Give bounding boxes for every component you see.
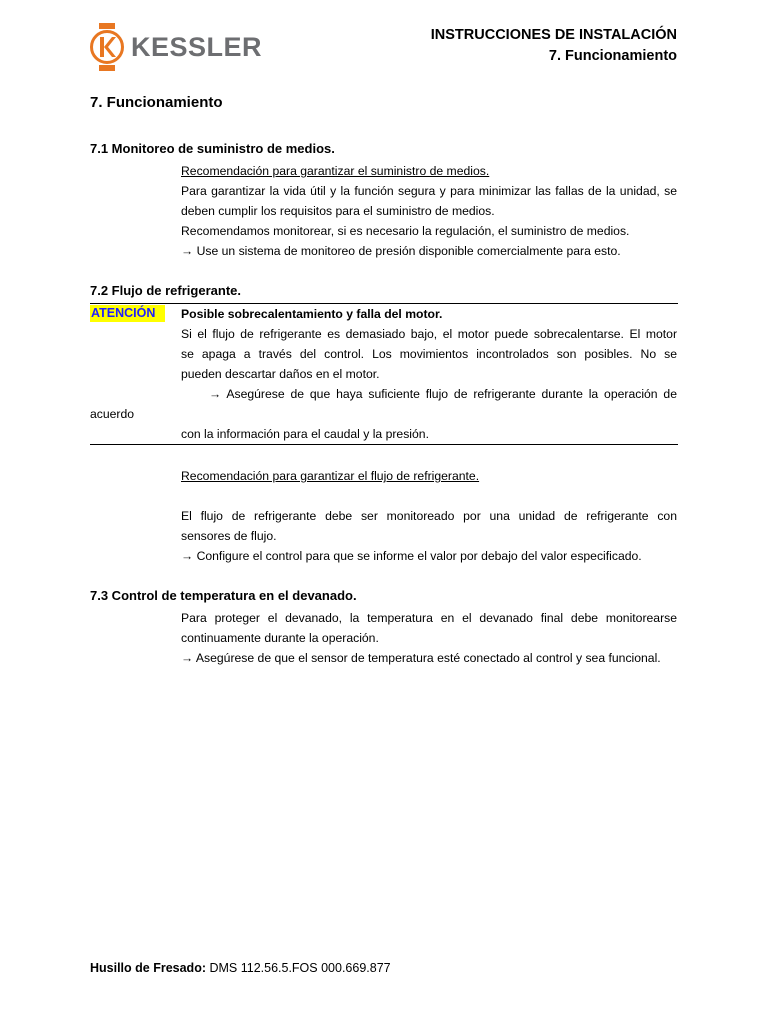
logo-wordmark: KESSLER bbox=[131, 31, 263, 62]
document-subtitle: 7. Funcionamiento bbox=[548, 48, 677, 64]
paragraph-line: continuamente durante la operación. bbox=[181, 631, 379, 645]
recommendation-title: Recomendación para garantizar el flujo de refrigerante. bbox=[181, 469, 480, 483]
footer-label: Husillo de Fresado: bbox=[90, 961, 206, 975]
warning-body-end bbox=[181, 424, 677, 444]
kessler-logo bbox=[89, 22, 262, 72]
paragraph-line: con la información para el caudal y la presión. bbox=[181, 427, 429, 441]
warning-badge: ATENCIÓN bbox=[90, 305, 165, 322]
paragraph-line: → Configure el control para que se informe el valor por debajo del valor especificado. bbox=[181, 549, 642, 563]
section-7-3-body bbox=[181, 608, 677, 668]
heading-7-2: 7.2 Flujo de refrigerante. bbox=[90, 283, 241, 298]
paragraph-line: Para proteger el devanado, la temperatura en el devanado final debe monitorearse bbox=[181, 611, 677, 625]
paragraph-line: → Asegúrese de que haya suficiente flujo de refrigerante durante la operación de bbox=[209, 387, 677, 401]
paragraph-line: se apaga a través del control. Los movimientos incontrolados son posibles. No se bbox=[181, 347, 677, 361]
paragraph-line: pueden descartar daños en el motor. bbox=[181, 367, 380, 381]
section-7-1-body bbox=[181, 161, 677, 261]
paragraph-line: El flujo de refrigerante debe ser monitoreado por una unidad de refrigerante con bbox=[181, 509, 677, 523]
paragraph-line: deben cumplir los requisitos para el suministro de medios. bbox=[181, 204, 495, 218]
warning-title: Posible sobrecalentamiento y falla del motor. bbox=[181, 307, 443, 321]
footer-value: DMS 112.56.5.FOS 000.669.877 bbox=[206, 961, 391, 975]
paragraph-line: Recomendamos monitorear, si es necesario la regulación, el suministro de medios. bbox=[181, 224, 630, 238]
heading-7-3: 7.3 Control de temperatura en el devanado. bbox=[90, 588, 357, 603]
recommendation-7-1: Recomendación para garantizar el suministro de medios. bbox=[181, 164, 490, 178]
warning-body-wrap bbox=[90, 404, 290, 424]
page-footer bbox=[90, 961, 391, 975]
section-title: 7. Funcionamiento bbox=[90, 94, 223, 111]
warning-bottom-rule bbox=[90, 444, 678, 445]
paragraph-line: acuerdo bbox=[90, 407, 135, 421]
document-header bbox=[431, 25, 677, 67]
paragraph-line: Para garantizar la vida útil y la función segura y para minimizar las fallas de la unidad, se bbox=[181, 184, 677, 198]
recommendation-7-2 bbox=[181, 466, 677, 486]
paragraph-line: Si el flujo de refrigerante es demasiado bajo, el motor puede sobrecalentarse. El motor bbox=[181, 327, 677, 341]
paragraph-line: → Use un sistema de monitoreo de presión disponible comercialmente para esto. bbox=[181, 244, 621, 258]
warning-body bbox=[181, 304, 677, 404]
kessler-logo-mark-icon bbox=[89, 22, 125, 72]
document-title: INSTRUCCIONES DE INSTALACIÓN bbox=[430, 27, 677, 43]
paragraph-line: sensores de flujo. bbox=[181, 529, 277, 543]
heading-7-1: 7.1 Monitoreo de suministro de medios. bbox=[90, 141, 335, 156]
paragraph-line: → Asegúrese de que el sensor de temperatura esté conectado al control y sea funcional. bbox=[181, 651, 661, 665]
section-7-2-body bbox=[181, 506, 677, 566]
